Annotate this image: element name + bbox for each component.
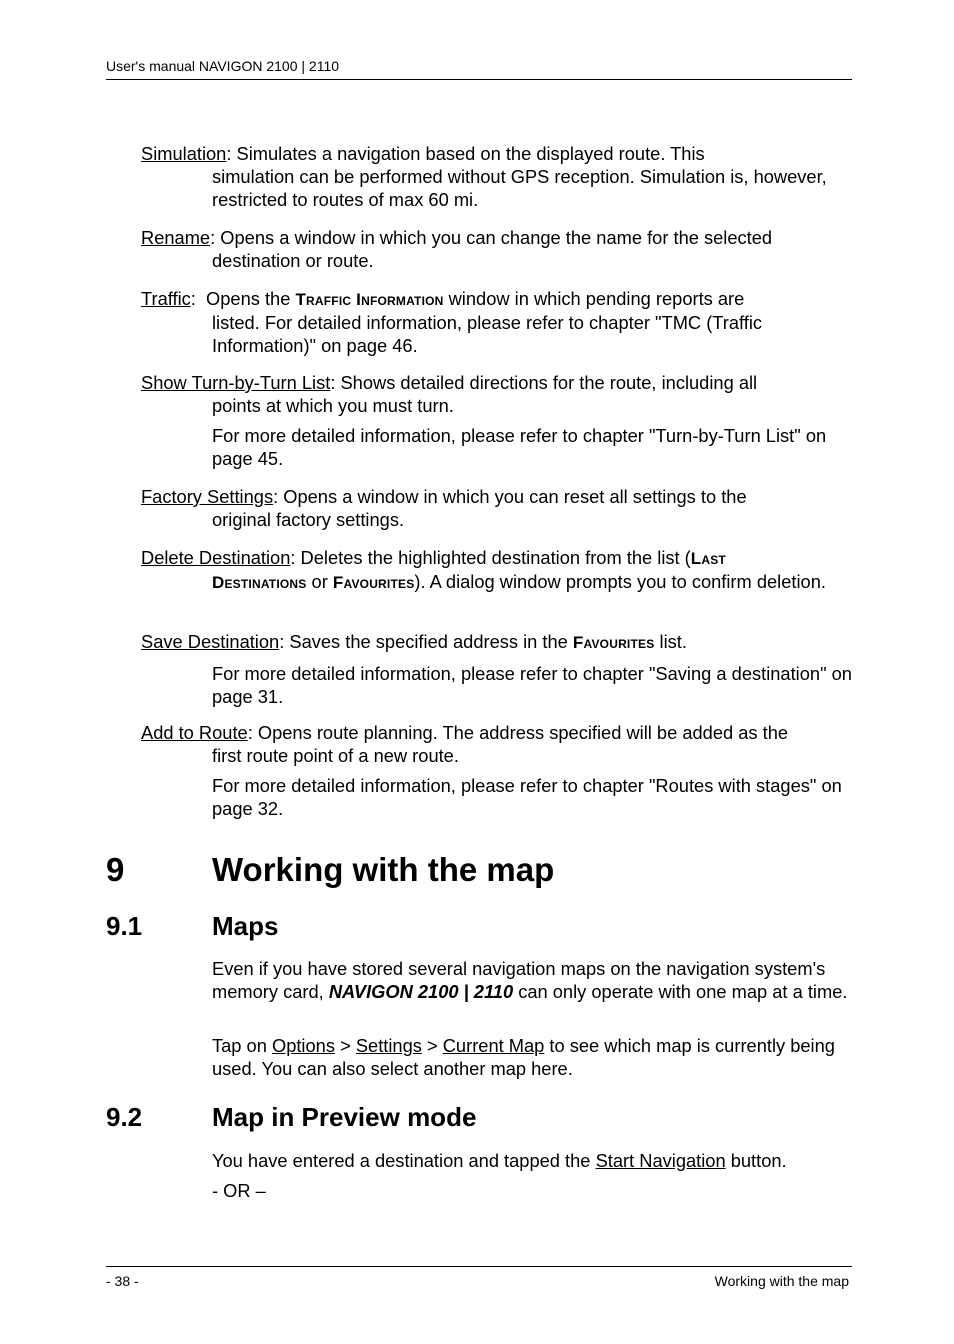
term-rename: Rename [141,227,211,248]
section-title: Map in Preview mode [212,1102,477,1132]
definition-text: window in which pending reports are [443,288,745,309]
page-footer [106,1266,852,1293]
preview-paragraph-1 [212,1149,852,1172]
definition-note: For more detailed information, please refer to chapter "Routes with stages" on page 32. [212,775,842,819]
definition-save-destination [141,630,853,708]
ui-reference: Traffic Information [295,290,444,309]
term-add-to-route: Add to Route [141,722,248,743]
definition-note: For more detailed information, please refer to chapter "Turn-by-Turn List" on page 45. [212,425,827,469]
term-traffic: Traffic [141,288,191,309]
definition-add-to-route [141,721,853,820]
definition-note: For more detailed information, please refer to chapter "Saving a destination" on page 31. [212,663,852,707]
definition-text: or [306,571,333,592]
definition-continuation: first route point of a new route. [212,745,459,766]
footer-section: Working with the map [714,1273,849,1289]
definition-text: : Deletes the highlighted destination from the list ( [290,547,691,568]
term-save-destination: Save Destination [141,631,280,652]
settings-reference: Settings [355,1035,422,1056]
maps-paragraph-1 [212,957,852,1003]
paragraph-text: to see which map is currently being used. You can also select another map here. [212,1035,835,1079]
definition-continuation: original factory settings. [212,509,405,530]
section-number: 9.1 [106,911,143,941]
definition-continuation: simulation can be performed without GPS reception. Simulation is, however, restricted to routes of max 60 mi. [212,166,827,210]
definition-turn-by-turn [141,371,853,470]
definition-text: ). A dialog window prompts you to confirm deletion. [414,571,826,592]
term-delete-destination: Delete Destination [141,547,291,568]
definition-text: : Opens a window in which you can reset all settings to the [273,486,747,507]
page-header [106,58,852,80]
definition-factory-settings [141,485,853,531]
separator: > [421,1035,443,1056]
ui-reference: Favourites [572,633,655,652]
page-number: - 38 - [106,1273,139,1289]
definition-continuation: listed. For detailed information, please refer to chapter "TMC (Traffic Information)" on page 46. [212,312,763,356]
paragraph-text: Even if you have stored several navigation maps on the navigation system's memory card, [212,958,826,1002]
definition-text: : Opens a window in which you can change the name for the selected [210,227,773,248]
section-title: Maps [212,911,279,941]
header-title: User's manual NAVIGON 2100 | 2110 [106,58,340,74]
paragraph-text: Tap on [212,1035,272,1056]
term-simulation: Simulation [141,143,227,164]
preview-paragraph-2: - OR – [212,1180,266,1201]
term-turn-by-turn: Show Turn-by-Turn List [141,372,331,393]
definition-simulation [141,142,853,211]
start-navigation-reference: Start Navigation [595,1150,726,1171]
definition-text: : Saves the specified address in the [279,631,573,652]
definition-text: : Opens route planning. The address specified will be added as the [247,722,789,743]
definition-text: : Shows detailed directions for the route, including all [330,372,758,393]
definition-continuation: points at which you must turn. [212,395,454,416]
chapter-number: 9 [106,851,125,888]
chapter-title: Working with the map [212,851,555,888]
ui-reference: Favourites [332,573,415,592]
separator: > [334,1035,356,1056]
section-number: 9.2 [106,1102,143,1132]
maps-paragraph-2 [212,1034,852,1080]
ui-reference: Destinations [212,573,307,592]
definition-delete-destination [141,546,853,594]
options-reference: Options [271,1035,335,1056]
definition-traffic [141,287,853,357]
term-factory-settings: Factory Settings [141,486,274,507]
definition-text: : Simulates a navigation based on the displayed route. This [226,143,705,164]
definition-continuation: destination or route. [212,250,374,271]
paragraph-text: can only operate with one map at a time. [513,981,848,1002]
current-map-reference: Current Map [442,1035,545,1056]
paragraph-text: button. [725,1150,787,1171]
ui-reference: Last [690,549,726,568]
definition-rename [141,226,853,272]
definition-text: list. [654,631,687,652]
product-name: NAVIGON 2100 | 2110 [328,981,514,1002]
definition-text: : Opens the [190,288,296,309]
paragraph-text: You have entered a destination and tapped the [212,1150,596,1171]
